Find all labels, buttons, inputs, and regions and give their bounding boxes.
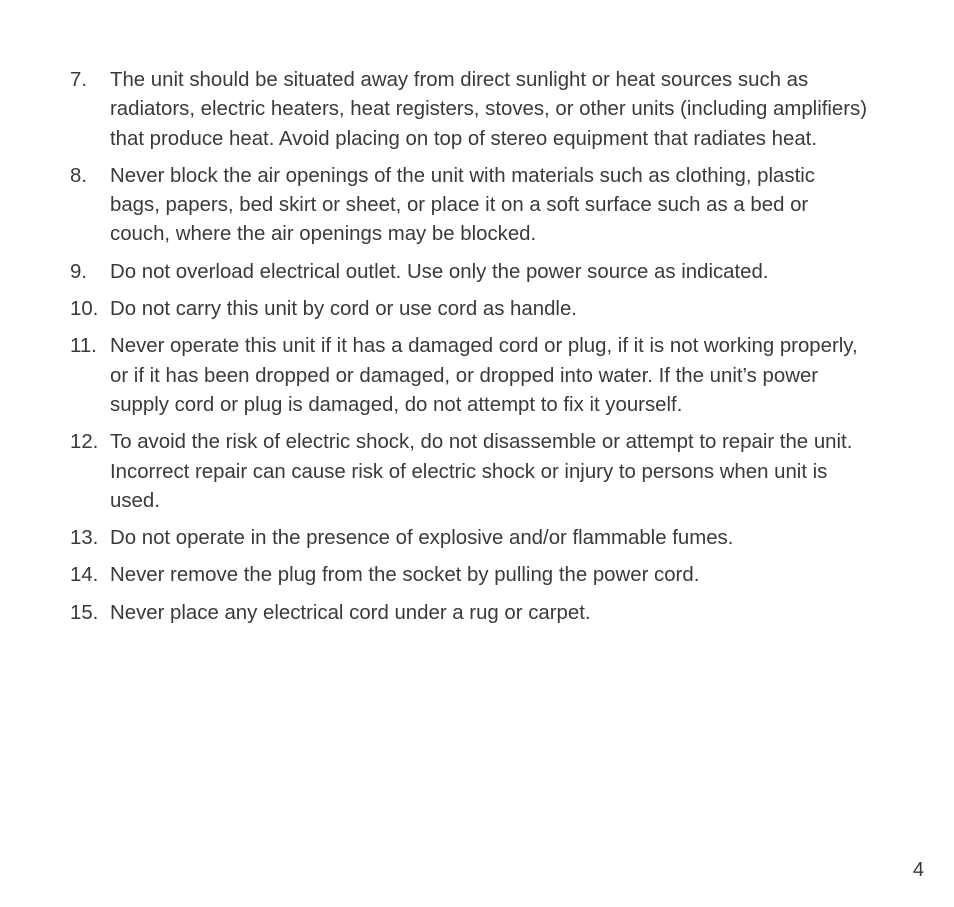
list-item-11 <box>70 332 870 420</box>
item-text: Never place any electrical cord under a rug or carpet. <box>110 601 591 624</box>
item-text: Never block the air openings of the unit with materials such as clothing, plastic bags, papers, bed skirt or sheet, or place it on a soft surface such as a bed or couch, where the air openings may be blocked. <box>110 164 815 246</box>
item-text: To avoid the risk of electric shock, do not disassemble or attempt to repair the unit. Incorrect repair can cause risk of electric shock or injury to persons when unit is used. <box>110 431 853 512</box>
list-item-8 <box>70 162 870 250</box>
list-item-14 <box>70 561 870 590</box>
list-item-9 <box>70 258 870 287</box>
item-number: 7. <box>70 69 88 91</box>
item-number: 12. <box>70 431 99 454</box>
item-number: 14. <box>70 564 99 587</box>
list-item-7 <box>70 66 870 154</box>
item-number: 11. <box>70 335 97 358</box>
safety-instructions-list <box>70 66 870 636</box>
item-text: Do not carry this unit by cord or use cord as handle. <box>110 298 577 321</box>
item-text: The unit should be situated away from direct sunlight or heat sources such as radiators, electric heaters, heat registers, stoves, or other units (including amplifiers) that produce heat. Avoid placing on top of stereo equipment that radiates heat. <box>110 69 868 150</box>
list-item-10 <box>70 295 870 324</box>
list-item-13 <box>70 524 870 553</box>
item-number: 9. <box>70 260 88 283</box>
item-number: 8. <box>70 164 88 187</box>
page-number: 4 <box>912 859 924 881</box>
list-item-15 <box>70 599 870 628</box>
item-number: 13. <box>70 527 99 550</box>
item-number: 10. <box>70 298 99 321</box>
item-text: Never operate this unit if it has a damaged cord or plug, if it is not working properly, or if it has been dropped or damaged, or dropped into water. If the unit’s power supply cord or plug is damaged, do not attempt to fix it yourself. <box>110 335 858 416</box>
item-text: Never remove the plug from the socket by pulling the power cord. <box>110 564 700 587</box>
item-number: 15. <box>70 601 99 624</box>
item-text: Do not operate in the presence of explosive and/or flammable fumes. <box>110 527 734 550</box>
item-text: Do not overload electrical outlet. Use only the power source as indicated. <box>110 260 769 283</box>
list-item-12 <box>70 428 870 516</box>
